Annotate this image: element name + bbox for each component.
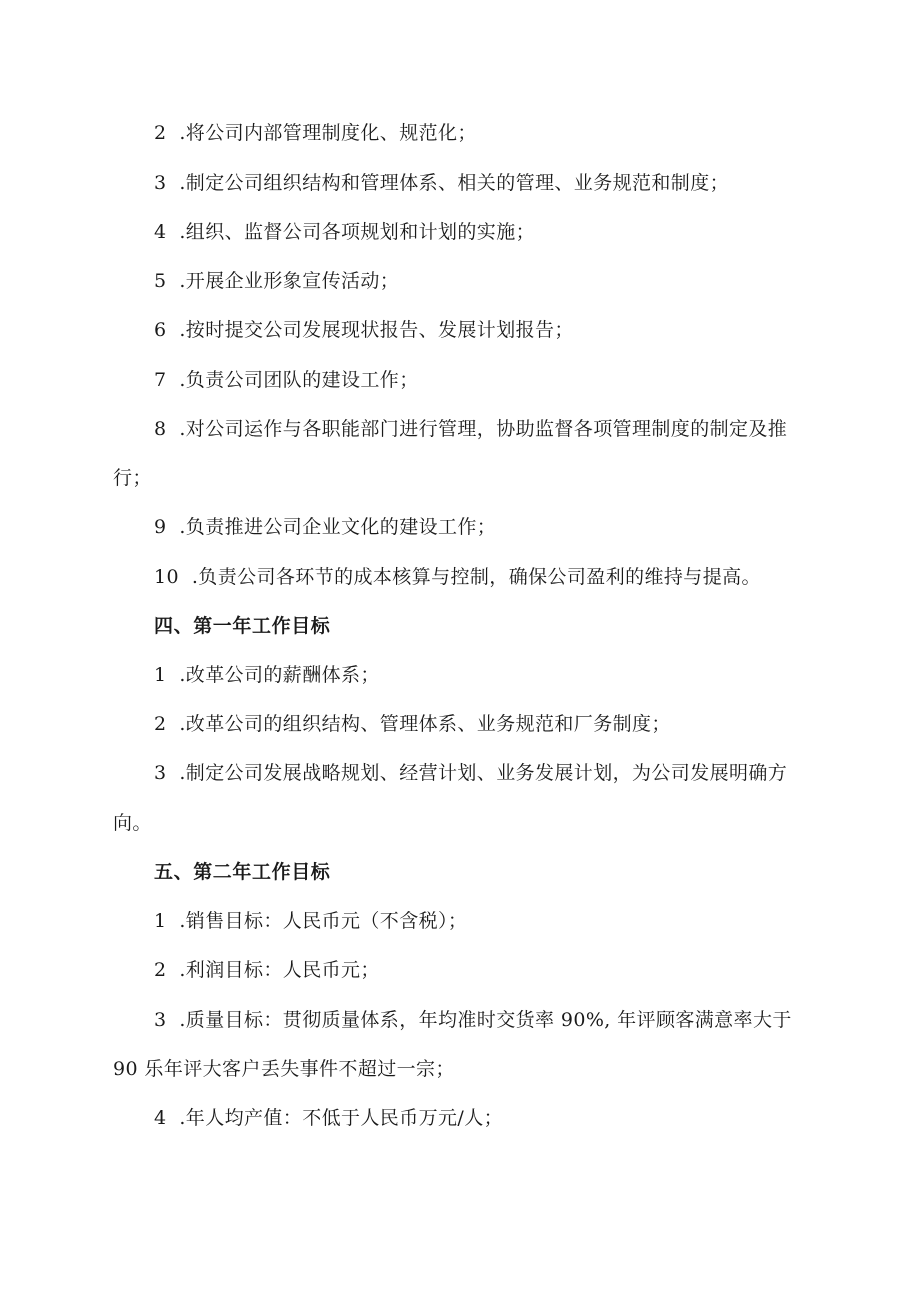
- target-3-continuation: 90 乐年评大客户丢失事件不超过一宗；: [113, 1058, 455, 1080]
- goal-3-strategy-plans: 3 .制定公司发展战略规划、经营计划、业务发展计划，为公司发展明确方: [154, 762, 788, 784]
- list-item-7-team-building: 7 .负责公司团队的建设工作；: [154, 369, 419, 391]
- list-item-10-cost-control: 10 .负责公司各环节的成本核算与控制，确保公司盈利的维持与提高。: [154, 566, 761, 588]
- goal-3-continuation: 向。: [113, 812, 152, 834]
- target-4-output-per-capita: 4 .年人均产值：不低于人民币万元/人；: [154, 1107, 504, 1129]
- target-2-profit: 2 .利润目标：人民币元；: [154, 959, 380, 981]
- section-heading-year-one-goals: 四、第一年工作目标: [154, 615, 331, 637]
- list-item-6-status-reports: 6 .按时提交公司发展现状报告、发展计划报告；: [154, 319, 574, 341]
- list-item-8-continuation: 行；: [113, 467, 152, 489]
- section-heading-year-two-goals: 五、第二年工作目标: [154, 861, 331, 883]
- list-item-5-corporate-image: 5 .开展企业形象宣传活动；: [154, 270, 400, 292]
- target-1-sales: 1 .销售目标：人民币元（不含税）；: [154, 910, 468, 932]
- list-item-3-org-structure: 3 .制定公司组织结构和管理体系、相关的管理、业务规范和制度；: [154, 172, 730, 194]
- target-3-quality: 3 .质量目标：贯彻质量体系，年均准时交货率 90%, 年评顾客满意率大于: [154, 1009, 792, 1031]
- goal-1-salary-system: 1 .改革公司的薪酬体系；: [154, 664, 380, 686]
- list-item-8-department-management: 8 .对公司运作与各职能部门进行管理，协助监督各项管理制度的制定及推: [154, 418, 788, 440]
- list-item-4-supervise-plans: 4 .组织、监督公司各项规划和计划的实施；: [154, 221, 536, 243]
- list-item-2-internal-management: 2 .将公司内部管理制度化、规范化；: [154, 122, 477, 144]
- list-item-9-corporate-culture: 9 .负责推进公司企业文化的建设工作；: [154, 516, 497, 538]
- goal-2-organization-reform: 2 .改革公司的组织结构、管理体系、业务规范和厂务制度；: [154, 713, 671, 735]
